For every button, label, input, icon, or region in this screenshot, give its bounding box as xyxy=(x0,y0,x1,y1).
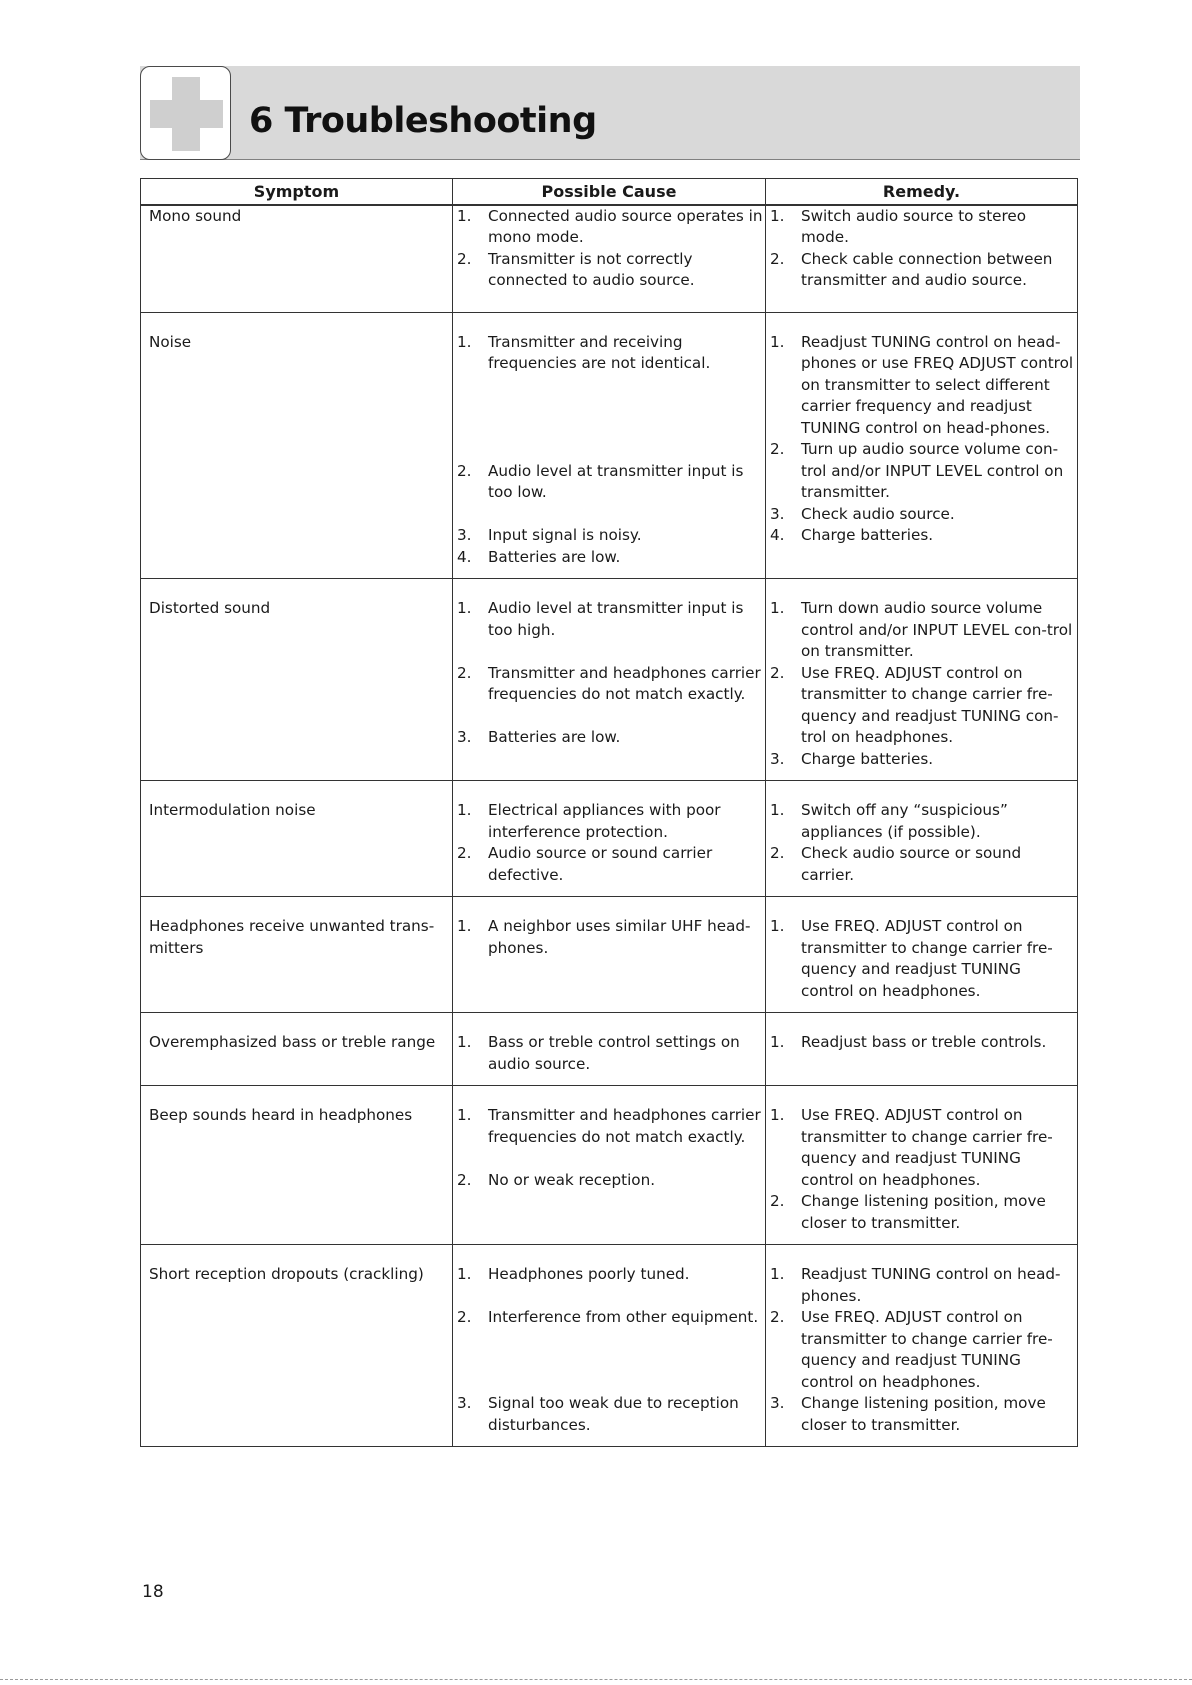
header-possible-cause: Possible Cause xyxy=(453,179,766,205)
list-item: 3. Batteries are low. xyxy=(457,728,621,746)
symptom-cell xyxy=(141,579,453,781)
list-item: 1. Use FREQ. ADJUST control on transmitter to change carrier fre-quency and readjust TUNING control on headphones. xyxy=(770,1106,1053,1189)
cause-cell xyxy=(453,205,766,313)
list-item: 1. Switch audio source to stereo mode. xyxy=(770,206,1027,246)
remedy-cell xyxy=(766,1086,1078,1245)
list-item: 3. Change listening position, move closer to transmitter. xyxy=(770,1394,1046,1434)
list-item: 1. Readjust TUNING control on head-phones. xyxy=(770,1265,1061,1305)
symptom-cell xyxy=(141,312,453,579)
table-row xyxy=(141,579,1078,781)
page-number: 18 xyxy=(142,1582,164,1602)
list-item: 1. Transmitter and headphones carrier frequencies do not match exactly. xyxy=(457,1106,761,1146)
symptom-cell xyxy=(141,1086,453,1245)
list-item: 1. Bass or treble control settings on audio source. xyxy=(457,1033,740,1073)
list-item: 1. Electrical appliances with poor interference protection. xyxy=(457,801,721,841)
remedy-cell xyxy=(766,1245,1078,1447)
list-item: 1. Readjust bass or treble controls. xyxy=(770,1033,1047,1051)
cause-cell xyxy=(453,312,766,579)
list-item: 3. Check audio source. xyxy=(770,504,955,523)
cause-cell xyxy=(453,1086,766,1245)
symptom-cell xyxy=(141,1013,453,1086)
list-item: 2. Transmitter and headphones carrier frequencies do not match exactly. xyxy=(457,663,761,703)
list-item: 2. Audio level at transmitter input is too low. xyxy=(457,461,744,501)
cross-icon xyxy=(141,67,232,161)
list-item: 1. Headphones poorly tuned. xyxy=(457,1265,690,1283)
header-symptom: Symptom xyxy=(141,179,453,205)
list-item: 3. Charge batteries. xyxy=(770,749,934,768)
list-item: 4. Batteries are low. xyxy=(457,547,621,566)
symptom-text: Distorted sound xyxy=(149,599,271,617)
list-item: 2. Use FREQ. ADJUST control on transmitter to change carrier fre-quency and readjust TUNING control on headphones. xyxy=(770,1308,1053,1391)
symptom-text: Mono sound xyxy=(149,206,242,225)
symptom-text: Intermodulation noise xyxy=(149,801,316,819)
cause-cell xyxy=(453,1245,766,1447)
symptom-text: Overemphasized bass or treble range xyxy=(149,1033,436,1051)
list-item: 3. Input signal is noisy. xyxy=(457,526,642,544)
list-item: 2. Change listening position, move closer to transmitter. xyxy=(770,1192,1046,1232)
table-row xyxy=(141,897,1078,1013)
symptom-cell xyxy=(141,897,453,1013)
table-header-row xyxy=(141,179,1078,205)
list-item: 4. Charge batteries. xyxy=(770,526,934,544)
cause-cell xyxy=(453,897,766,1013)
list-item: 2. No or weak reception. xyxy=(457,1170,656,1189)
remedy-cell xyxy=(766,781,1078,897)
symptom-text: Noise xyxy=(149,332,192,351)
symptom-cell xyxy=(141,205,453,313)
table-row xyxy=(141,1086,1078,1245)
page-bottom-rule xyxy=(0,1679,1192,1680)
symptom-cell xyxy=(141,1245,453,1447)
list-item: 2. Turn up audio source volume con-trol and/or INPUT LEVEL control on transmitter. xyxy=(770,440,1064,501)
list-item: 1. Connected audio source operates in mono mode. xyxy=(457,206,763,246)
list-item: 1. Audio level at transmitter input is too high. xyxy=(457,599,744,639)
table-row xyxy=(141,1013,1078,1086)
remedy-cell xyxy=(766,897,1078,1013)
list-item: 1. Turn down audio source volume control and/or INPUT LEVEL con-trol on transmitter. xyxy=(770,599,1073,660)
table-row xyxy=(141,781,1078,897)
section-icon-box xyxy=(140,66,231,160)
list-item: 1. Transmitter and receiving frequencies are not identical. xyxy=(457,332,711,372)
header-remedy: Remedy. xyxy=(766,179,1078,205)
list-item: 2. Check cable connection between transmitter and audio source. xyxy=(770,249,1053,289)
troubleshooting-table xyxy=(140,178,1078,1447)
list-item: 2. Transmitter is not correctly connected to audio source. xyxy=(457,249,695,289)
list-item: 3. Signal too weak due to reception disturbances. xyxy=(457,1394,739,1434)
list-item: 2. Audio source or sound carrier defective. xyxy=(457,844,713,884)
list-item: 1. A neighbor uses similar UHF head-phones. xyxy=(457,917,751,957)
remedy-cell xyxy=(766,205,1078,313)
cause-cell xyxy=(453,1013,766,1086)
page-title: 6 Troubleshooting xyxy=(249,101,597,141)
table-row xyxy=(141,312,1078,579)
table-row xyxy=(141,1245,1078,1447)
cause-cell xyxy=(453,781,766,897)
remedy-cell xyxy=(766,579,1078,781)
list-item: 1. Readjust TUNING control on head-phones or use FREQ ADJUST control on transmitter to select different carrier frequency and readjust TUNING control on head-phones. xyxy=(770,332,1074,437)
cause-cell xyxy=(453,579,766,781)
symptom-text: Headphones receive unwanted trans-mitters xyxy=(149,917,435,957)
symptom-text: Short reception dropouts (crackling) xyxy=(149,1265,424,1283)
remedy-cell xyxy=(766,312,1078,579)
list-item: 2. Check audio source or sound carrier. xyxy=(770,844,1022,884)
list-item: 1. Switch off any “suspicious” appliances (if possible). xyxy=(770,801,1008,841)
list-item: 2. Use FREQ. ADJUST control on transmitter to change carrier fre-quency and readjust TUNING con-trol on headphones. xyxy=(770,663,1059,746)
list-item: 2. Interference from other equipment. xyxy=(457,1308,759,1326)
symptom-text: Beep sounds heard in headphones xyxy=(149,1106,413,1124)
list-item: 1. Use FREQ. ADJUST control on transmitter to change carrier fre-quency and readjust TUNING control on headphones. xyxy=(770,917,1053,1000)
remedy-cell xyxy=(766,1013,1078,1086)
symptom-cell xyxy=(141,781,453,897)
table-row xyxy=(141,205,1078,313)
